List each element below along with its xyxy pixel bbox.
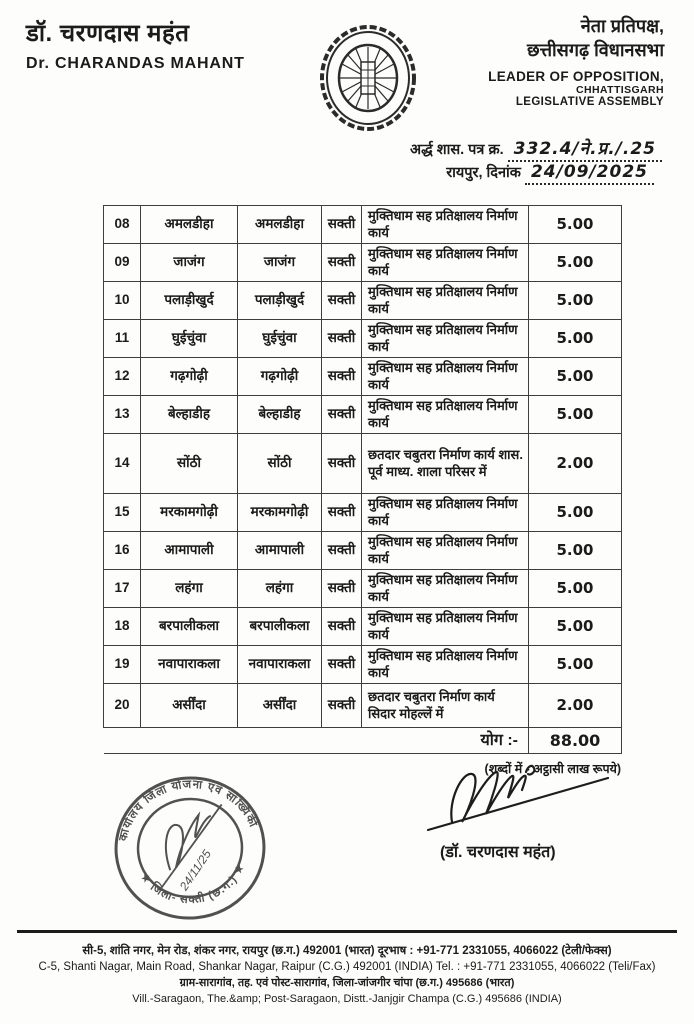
tehsil-cell: सक्ती bbox=[322, 494, 362, 532]
amount-cell: 5.00 bbox=[529, 282, 622, 320]
work-description-cell: मुक्तिधाम सह प्रतिक्षालय निर्माण कार्य bbox=[362, 570, 529, 608]
gram-panchayat-cell: अमलडीहा bbox=[238, 206, 322, 244]
tehsil-cell: सक्ती bbox=[322, 434, 362, 494]
footer-address-hindi-2: ग्राम-सारागांव, तह. एवं पोस्ट-सारागांव, जिला-जांजगीर चांपा (छ.ग.) 495686 (भारत) bbox=[179, 976, 515, 989]
table-row bbox=[104, 206, 622, 244]
tehsil-cell: सक्ती bbox=[322, 570, 362, 608]
amount-cell: 5.00 bbox=[529, 244, 622, 282]
stamp-text-bottom: ★ जिला- सक्ती (छ.ग.) ★ bbox=[137, 861, 248, 907]
total-amount: 88.00 bbox=[529, 728, 622, 754]
village-name-cell: जाजंग bbox=[141, 244, 238, 282]
table-row bbox=[104, 358, 622, 396]
reference-number-handwritten: 332.4/ने.प्र./.25 bbox=[508, 136, 662, 162]
village-name-cell: मरकामगोढ़ी bbox=[141, 494, 238, 532]
district-office-stamp-icon bbox=[102, 764, 277, 932]
amount-cell: 2.00 bbox=[529, 684, 622, 728]
table-row bbox=[104, 532, 622, 570]
tehsil-cell: सक्ती bbox=[322, 396, 362, 434]
footer-address-english-2: Vill.-Saragaon, The.&amp; Post-Saragaon, Distt.-Janjgir Champa (C.G.) 495686 (INDIA) bbox=[132, 992, 562, 1005]
office-title-english-3: LEGISLATIVE ASSEMBLY bbox=[515, 95, 664, 108]
serial-number-cell: 15 bbox=[104, 494, 141, 532]
office-title-english-1: LEADER OF OPPOSITION, bbox=[488, 68, 664, 84]
table-row bbox=[104, 646, 622, 684]
tehsil-cell: सक्ती bbox=[322, 282, 362, 320]
sender-name-english: Dr. CHARANDAS MAHANT bbox=[26, 55, 245, 72]
gram-panchayat-cell: मरकामगोढ़ी bbox=[238, 494, 322, 532]
amount-cell: 2.00 bbox=[529, 434, 622, 494]
work-description-cell: मुक्तिधाम सह प्रतिक्षालय निर्माण कार्य bbox=[362, 320, 529, 358]
tehsil-cell: सक्ती bbox=[322, 358, 362, 396]
village-name-cell: अमलडीहा bbox=[141, 206, 238, 244]
work-description-cell: मुक्तिधाम सह प्रतिक्षालय निर्माण कार्य bbox=[362, 396, 529, 434]
table-row bbox=[104, 396, 622, 434]
gram-panchayat-cell: बेल्हाडीह bbox=[238, 396, 322, 434]
serial-number-cell: 17 bbox=[104, 570, 141, 608]
letterhead-sender-block bbox=[26, 16, 245, 73]
work-description-cell: छतदार चबुतरा निर्माण कार्य सिदार मोहल्लें में bbox=[362, 684, 529, 728]
date-label: रायपुर, दिनांक bbox=[446, 165, 521, 181]
serial-number-cell: 18 bbox=[104, 608, 141, 646]
amount-cell: 5.00 bbox=[529, 646, 622, 684]
work-description-cell: मुक्तिधाम सह प्रतिक्षालय निर्माण कार्य bbox=[362, 646, 529, 684]
table-row bbox=[104, 684, 622, 728]
village-name-cell: बेल्हाडीह bbox=[141, 396, 238, 434]
table-row bbox=[104, 494, 622, 532]
tehsil-cell: सक्ती bbox=[322, 646, 362, 684]
tehsil-cell: सक्ती bbox=[322, 608, 362, 646]
work-description-cell: मुक्तिधाम सह प्रतिक्षालय निर्माण कार्य bbox=[362, 244, 529, 282]
work-description-cell: मुक्तिधाम सह प्रतिक्षालय निर्माण कार्य bbox=[362, 358, 529, 396]
work-description-cell: मुक्तिधाम सह प्रतिक्षालय निर्माण कार्य bbox=[362, 206, 529, 244]
date-line bbox=[446, 162, 654, 185]
table-row bbox=[104, 320, 622, 358]
work-description-cell: मुक्तिधाम सह प्रतिक्षालय निर्माण कार्य bbox=[362, 532, 529, 570]
office-title-hindi-1: नेता प्रतिपक्ष, bbox=[580, 16, 664, 36]
tehsil-cell: सक्ती bbox=[322, 532, 362, 570]
gram-panchayat-cell: सोंठी bbox=[238, 434, 322, 494]
village-name-cell: सोंठी bbox=[141, 434, 238, 494]
serial-number-cell: 08 bbox=[104, 206, 141, 244]
stamp-text-top: कार्यालय जिला योजना एवं सांख्यिकी bbox=[117, 778, 260, 843]
serial-number-cell: 11 bbox=[104, 320, 141, 358]
village-name-cell: नवापाराकला bbox=[141, 646, 238, 684]
serial-number-cell: 12 bbox=[104, 358, 141, 396]
village-name-cell: घुईचुंवा bbox=[141, 320, 238, 358]
village-name-cell: लहंगा bbox=[141, 570, 238, 608]
office-title-hindi-2: छत्तीसगढ़ विधानसभा bbox=[526, 40, 664, 61]
amount-cell: 5.00 bbox=[529, 206, 622, 244]
office-title-english-2: CHHATTISGARH bbox=[575, 83, 664, 96]
tehsil-cell: सक्ती bbox=[322, 244, 362, 282]
serial-number-cell: 19 bbox=[104, 646, 141, 684]
gram-panchayat-cell: अर्सींदा bbox=[238, 684, 322, 728]
assembly-emblem-seal-icon bbox=[314, 20, 422, 136]
gram-panchayat-cell: पलाड़ीखुर्द bbox=[238, 282, 322, 320]
serial-number-cell: 09 bbox=[104, 244, 141, 282]
footer-address-hindi-1: सी-5, शांति नगर, मेन रोड, शंकर नगर, रायपुर (छ.ग.) 492001 (भारत) दूरभाष : +91-771 2331055, 4066022 (टेली/फेक्स) bbox=[82, 944, 612, 957]
table-row bbox=[104, 608, 622, 646]
signature-icon bbox=[418, 756, 628, 840]
gram-panchayat-cell: नवापाराकला bbox=[238, 646, 322, 684]
amount-cell: 5.00 bbox=[529, 320, 622, 358]
gram-panchayat-cell: जाजंग bbox=[238, 244, 322, 282]
village-name-cell: गढ़गोढ़ी bbox=[141, 358, 238, 396]
works-table bbox=[103, 205, 621, 754]
gram-panchayat-cell: लहंगा bbox=[238, 570, 322, 608]
footer-address-english-1: C-5, Shanti Nagar, Main Road, Shankar Nagar, Raipur (C.G.) 492001 (INDIA) Tel. : +91-771 2331055, 4066022 (Teli/Fax) bbox=[38, 960, 656, 973]
village-name-cell: बरपालीकला bbox=[141, 608, 238, 646]
tehsil-cell: सक्ती bbox=[322, 320, 362, 358]
village-name-cell: पलाड़ीखुर्द bbox=[141, 282, 238, 320]
table-row bbox=[104, 244, 622, 282]
amount-in-words: (शब्दों में - अट्ठासी लाख रूपये) bbox=[484, 762, 621, 776]
gram-panchayat-cell: आमापाली bbox=[238, 532, 322, 570]
reference-number-line bbox=[410, 136, 662, 162]
total-row bbox=[104, 728, 622, 754]
sender-name-hindi: डॉ. चरणदास महंत bbox=[26, 20, 190, 47]
gram-panchayat-cell: गढ़गोढ़ी bbox=[238, 358, 322, 396]
table-row bbox=[104, 282, 622, 320]
signatory-name: (डॉ. चरणदास महंत) bbox=[440, 844, 556, 861]
amount-cell: 5.00 bbox=[529, 532, 622, 570]
reference-label: अर्द्ध शास. पत्र क्र. bbox=[410, 142, 504, 158]
serial-number-cell: 20 bbox=[104, 684, 141, 728]
tehsil-cell: सक्ती bbox=[322, 206, 362, 244]
amount-cell: 5.00 bbox=[529, 494, 622, 532]
amount-cell: 5.00 bbox=[529, 608, 622, 646]
table-row bbox=[104, 570, 622, 608]
amount-cell: 5.00 bbox=[529, 358, 622, 396]
work-description-cell: छतदार चबुतरा निर्माण कार्य शास. पूर्व माध्य. शाला परिसर में bbox=[362, 434, 529, 494]
letterhead-footer bbox=[0, 930, 694, 1005]
total-label: योग :- bbox=[104, 728, 529, 754]
gram-panchayat-cell: बरपालीकला bbox=[238, 608, 322, 646]
serial-number-cell: 10 bbox=[104, 282, 141, 320]
table-row bbox=[104, 434, 622, 494]
village-name-cell: अर्सींदा bbox=[141, 684, 238, 728]
gram-panchayat-cell: घुईचुंवा bbox=[238, 320, 322, 358]
work-description-cell: मुक्तिधाम सह प्रतिक्षालय निर्माण कार्य bbox=[362, 494, 529, 532]
work-description-cell: मुक्तिधाम सह प्रतिक्षालय निर्माण कार्य bbox=[362, 608, 529, 646]
village-name-cell: आमापाली bbox=[141, 532, 238, 570]
footer-divider bbox=[17, 930, 677, 933]
serial-number-cell: 14 bbox=[104, 434, 141, 494]
work-description-cell: मुक्तिधाम सह प्रतिक्षालय निर्माण कार्य bbox=[362, 282, 529, 320]
amount-cell: 5.00 bbox=[529, 570, 622, 608]
serial-number-cell: 16 bbox=[104, 532, 141, 570]
letterhead-office-block bbox=[488, 14, 664, 108]
tehsil-cell: सक्ती bbox=[322, 684, 362, 728]
stamp-date-handwritten: 24/11/25 bbox=[176, 847, 215, 894]
date-handwritten: 24/09/2025 bbox=[525, 162, 654, 185]
serial-number-cell: 13 bbox=[104, 396, 141, 434]
amount-cell: 5.00 bbox=[529, 396, 622, 434]
